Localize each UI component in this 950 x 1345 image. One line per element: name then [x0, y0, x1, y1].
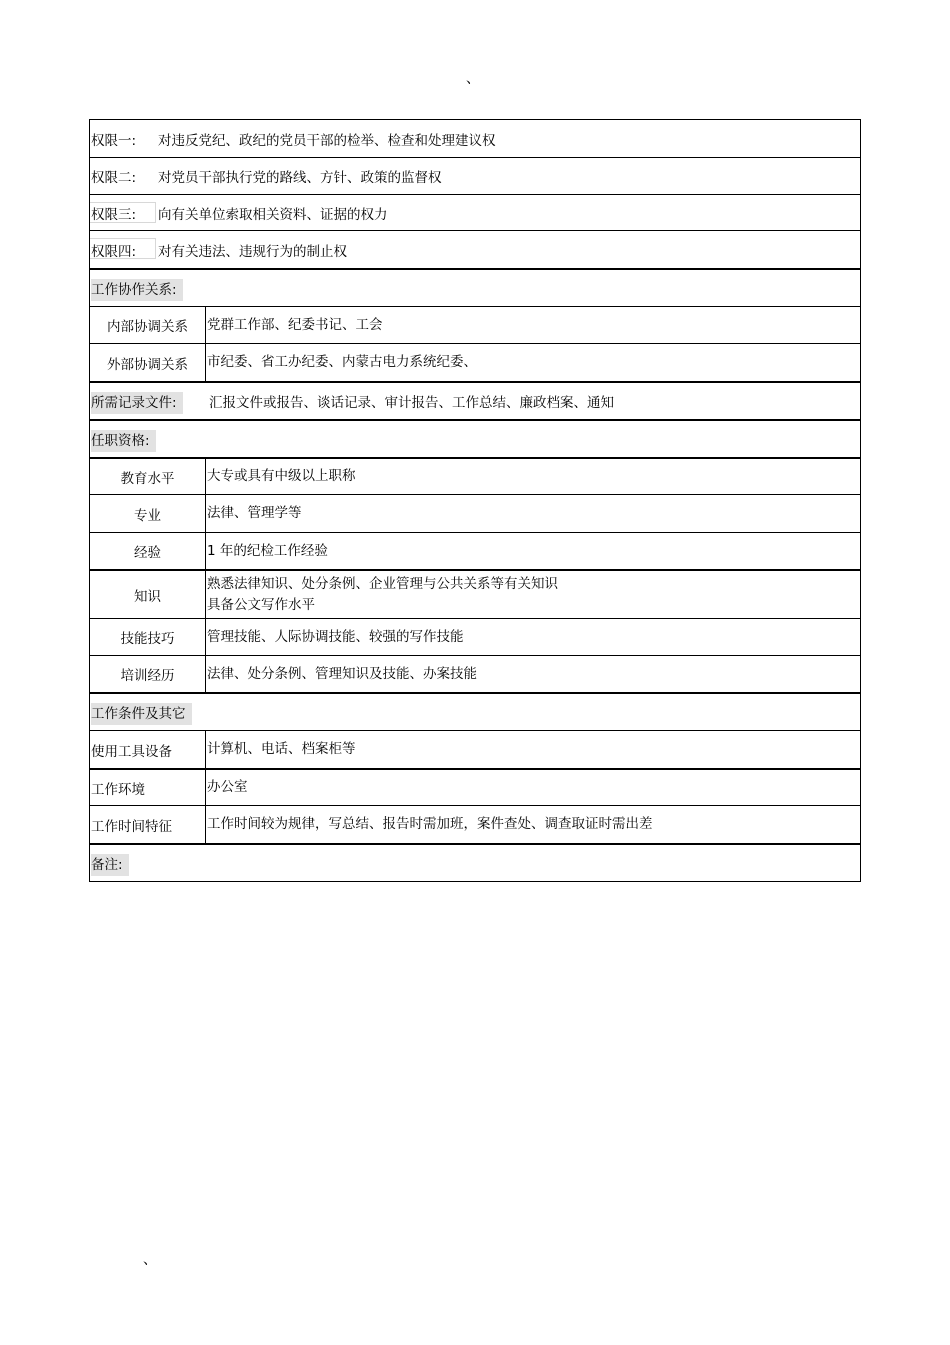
qualification-value-cell: [207, 495, 302, 532]
qualification-value-cell: [207, 533, 328, 569]
permission-label: 权限三:: [91, 206, 137, 223]
page-mark-bottom: 、: [143, 1252, 157, 1268]
permission-value: 对有关违法、违规行为的制止权: [158, 243, 347, 260]
remarks-row: [90, 843, 860, 881]
permission-row: [90, 194, 860, 230]
condition-label: 工作环境: [91, 781, 145, 798]
qualification-label-cell: [90, 619, 206, 655]
qualification-row: [90, 655, 860, 692]
cooperation-label-cell: [90, 307, 206, 343]
cooperation-value: 党群工作部、纪委书记、工会: [207, 316, 383, 333]
page-mark-top: 、: [466, 71, 480, 87]
remarks-label: 备注:: [91, 854, 129, 876]
condition-label-cell: [90, 731, 206, 768]
qualification-value: 管理技能、人际协调技能、较强的写作技能: [207, 628, 464, 645]
qualification-row: [90, 618, 860, 655]
records-value: 汇报文件或报告、谈话记录、审计报告、工作总结、廉政档案、通知: [209, 395, 614, 411]
qualification-value-cell: [207, 571, 558, 618]
cooperation-value: 市纪委、省工办纪委、内蒙古电力系统纪委、: [207, 354, 477, 370]
section-title: 工作协作关系:: [91, 279, 183, 301]
condition-value: 工作时间较为规律，写总结、报告时需加班，案件查处、调查取证时需出差: [207, 816, 653, 832]
condition-label: 工作时间特征: [91, 818, 172, 835]
cooperation-row: [90, 306, 860, 343]
permission-label: 权限二:: [91, 170, 137, 186]
qualification-label-cell: [90, 533, 206, 569]
cooperation-value-cell: [207, 344, 477, 381]
condition-value-cell: [207, 731, 356, 768]
qualification-row: [90, 569, 860, 618]
qualification-label: 教育水平: [120, 470, 175, 487]
permission-row: [90, 157, 860, 194]
qualification-label-cell: [90, 459, 206, 494]
section-header-conditions: [90, 692, 860, 730]
condition-label-cell: [90, 770, 206, 805]
qualification-label: 知识: [134, 588, 161, 605]
records-row: [90, 381, 860, 419]
qualification-row: [90, 457, 860, 494]
qualification-value-line: 熟悉法律知识、处分条例、企业管理与公共关系等有关知识: [207, 575, 558, 592]
records-label: 所需记录文件:: [91, 392, 183, 414]
condition-value-cell: [207, 770, 248, 805]
qualification-value: 大专或具有中级以上职称: [207, 468, 356, 484]
qualification-value: 法律、处分条例、管理知识及技能、办案技能: [207, 665, 477, 682]
section-header-cooperation: [90, 268, 860, 306]
qualification-value-line: 具备公文写作水平: [207, 596, 315, 613]
condition-label: 使用工具设备: [91, 743, 172, 760]
permission-label: 权限一:: [91, 132, 137, 149]
permission-value: 对党员干部执行党的路线、方针、政策的监督权: [158, 170, 442, 186]
condition-row: [90, 730, 860, 768]
cooperation-row: [90, 343, 860, 381]
qualification-row: [90, 532, 860, 569]
qualification-value: 法律、管理学等: [207, 505, 302, 521]
qualification-label-cell: [90, 495, 206, 532]
permission-value: 对违反党纪、政纪的党员干部的检举、检查和处理建议权: [158, 132, 496, 149]
qualification-row: [90, 494, 860, 532]
cooperation-value-cell: [207, 307, 383, 343]
condition-row: [90, 805, 860, 843]
section-header-qualifications: [90, 419, 860, 457]
qualification-value-cell: [207, 656, 477, 692]
cooperation-label: 外部协调关系: [107, 356, 188, 373]
cooperation-label: 内部协调关系: [107, 319, 188, 335]
job-description-table: [89, 119, 861, 882]
condition-value: 办公室: [207, 779, 248, 795]
qualification-label: 培训经历: [120, 668, 175, 684]
cooperation-label-cell: [90, 344, 206, 381]
qualification-value-cell: [207, 619, 464, 655]
section-title: 任职资格:: [91, 430, 156, 452]
section-title: 工作条件及其它: [91, 703, 192, 725]
qualification-value-cell: [207, 459, 356, 494]
qualification-label: 经验: [134, 545, 161, 561]
qualification-label: 专业: [134, 507, 161, 524]
condition-label-cell: [90, 806, 206, 843]
permission-value: 向有关单位索取相关资料、证据的权力: [158, 206, 388, 223]
condition-row: [90, 768, 860, 805]
permission-label: 权限四:: [91, 243, 137, 260]
permission-row: [90, 120, 860, 157]
permission-row: [90, 230, 860, 268]
condition-value-cell: [207, 806, 653, 843]
qualification-label-cell: [90, 571, 206, 618]
qualification-label-cell: [90, 656, 206, 692]
qualification-value: 1 年的纪检工作经验: [207, 542, 328, 559]
condition-value: 计算机、电话、档案柜等: [207, 741, 356, 757]
qualification-label: 技能技巧: [120, 631, 175, 647]
